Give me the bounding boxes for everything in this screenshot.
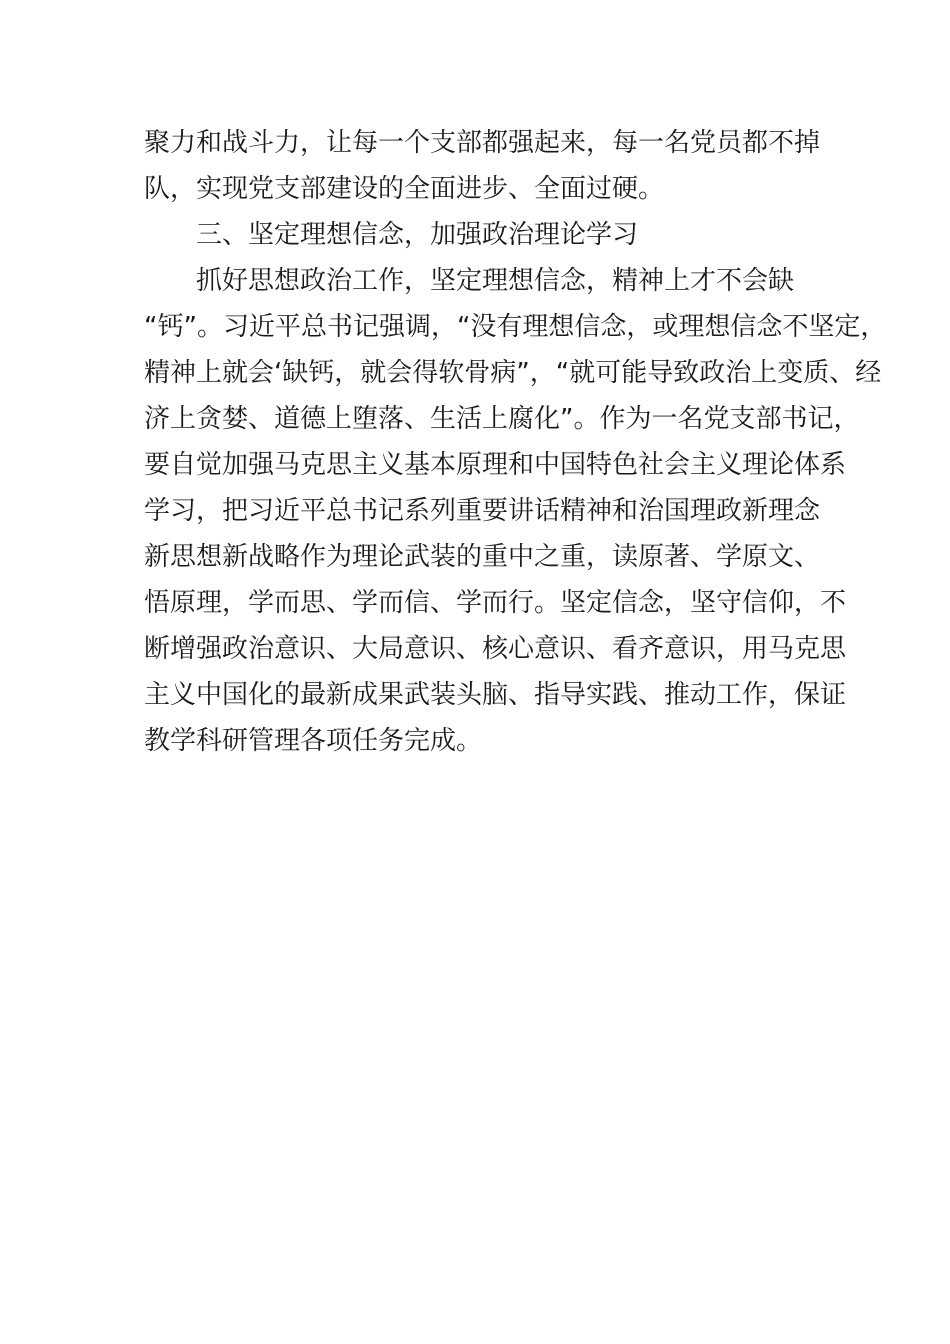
paragraph-line-9: 学习，把习近平总书记系列重要讲话精神和治国理政新理念 [144, 496, 821, 526]
paragraph-line-10: 新思想新战略作为理论武装的重中之重，读原著、学原文、 [144, 542, 821, 572]
paragraph-line-8: 要自觉加强马克思主义基本原理和中国特色社会主义理论体系 [144, 450, 847, 480]
paragraph-line-7: 济上贪婪、道德上堕落、生活上腐化”。作为一名党支部书记， [144, 404, 860, 434]
paragraph-line-12: 断增强政治意识、大局意识、核心意识、看齐意识，用马克思 [144, 634, 847, 664]
paragraph-line-6: 精神上就会‘缺钙，就会得软骨病”，“就可能导致政治上变质、经 [144, 358, 882, 388]
section-heading: 三、坚定理想信念，加强政治理论学习 [196, 220, 639, 250]
paragraph-line-2: 队，实现党支部建设的全面进步、全面过硬。 [144, 174, 665, 204]
document-body [144, 120, 887, 764]
paragraph-line-14: 教学科研管理各项任务完成。 [144, 726, 483, 756]
paragraph-line-1: 聚力和战斗力，让每一个支部都强起来，每一名党员都不掉 [144, 128, 821, 158]
paragraph-line-5: “钙”。习近平总书记强调，“没有理想信念，或理想信念不坚定， [144, 312, 887, 342]
paragraph-line-13: 主义中国化的最新成果武装头脑、指导实践、推动工作，保证 [144, 680, 847, 710]
paragraph-line-11: 悟原理，学而思、学而信、学而行。坚定信念，坚守信仰，不 [144, 588, 847, 618]
paragraph-line-4: 抓好思想政治工作，坚定理想信念，精神上才不会缺 [196, 266, 795, 296]
